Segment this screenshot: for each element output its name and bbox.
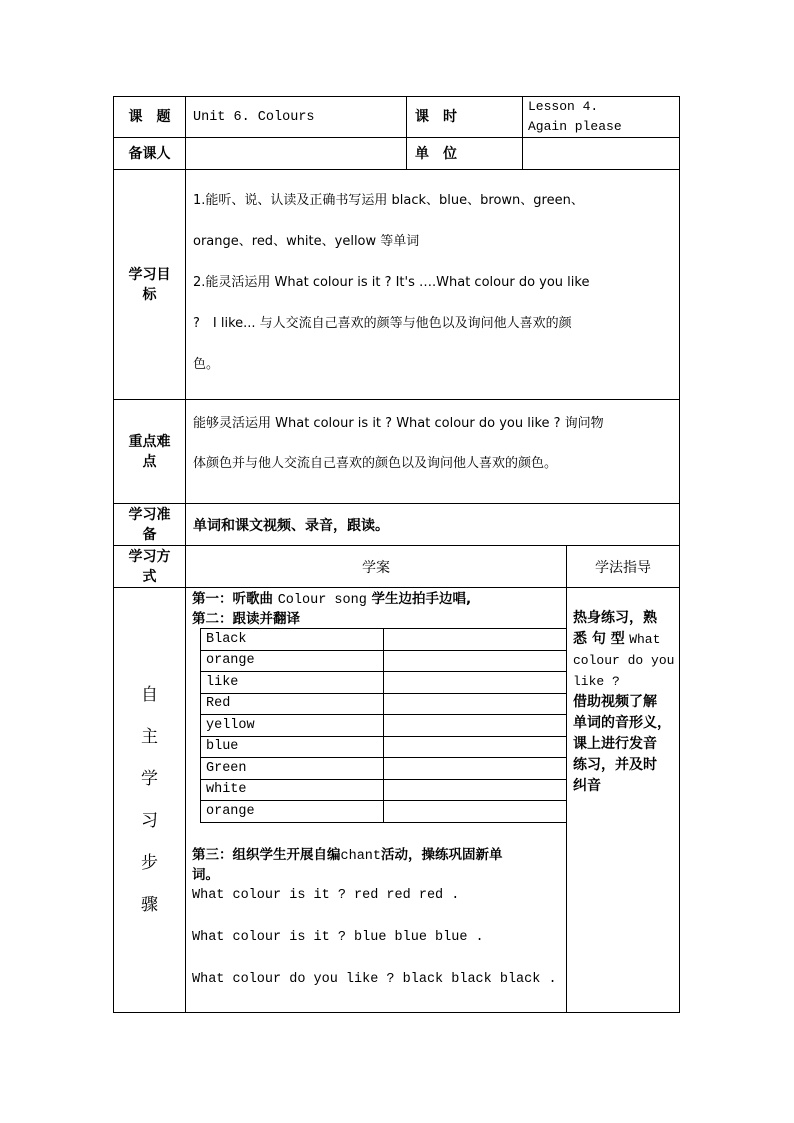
guide-line-7: 课上进行发音 [573,736,657,752]
key-points-text [186,400,680,504]
period-line-2: Again please [528,119,622,134]
study-guide [567,588,680,1013]
vocab-word: white [201,779,384,801]
chant-line-1: What colour is it ? red red red . [192,887,460,903]
vocab-translation [383,801,566,823]
vocab-row [201,758,567,780]
guide-line-1: 热身练习，熟 [573,610,657,626]
vocab-translation [383,779,566,801]
row-method [114,546,680,588]
step-1-prefix: 第一：听歌曲 [192,591,273,607]
vocab-row [201,650,567,672]
guide-line-6: 单词的音形义， [573,715,671,731]
vocab-translation [383,629,566,651]
step-3-chant: chant [340,848,382,864]
vocab-translation [383,715,566,737]
method-label-line1: 学习方 [128,548,171,565]
preparation-label [114,504,186,546]
steps-label-char: 主 [141,727,158,747]
guide-line-8: 练习，并及时 [573,757,657,773]
vocab-word: orange [201,650,384,672]
key-points-line-1: 能够灵活运用 What colour is it ? What colour do you like ? 询问物 [193,416,604,431]
key-points-label-line2: 点 [142,453,157,470]
step-1-song: Colour song [277,593,367,608]
vocab-word: yellow [201,715,384,737]
lesson-plan-table [113,96,680,1013]
topic-label: 课 题 [114,97,186,138]
row-topic [114,97,680,138]
objectives-line-2: orange、red、white、yellow 等单词 [193,234,420,249]
chant-line-3: What colour do you like ? black black black . [192,971,557,987]
vocab-word: like [201,672,384,694]
guide-line-4: like ? [573,674,620,689]
vocab-word: blue [201,736,384,758]
vocab-translation [383,650,566,672]
step-1 [192,590,566,610]
objectives-line-5: 色。 [193,357,220,372]
preparer-value [186,138,407,170]
key-points-line-2: 体颜色并与他人交流自己喜欢的颜色以及询问他人喜欢的颜色。 [193,456,558,471]
row-key-points [114,400,680,504]
objectives-label-line1: 学习目 [128,266,171,283]
objectives-line-1: 1.能听、说、认读及正确书写运用 black、blue、brown、green、 [193,193,584,208]
guide-line-2-en: What [629,632,661,647]
vocab-row [201,629,567,651]
steps-label-char: 学 [141,769,158,789]
guide-line-5: 借助视频了解 [573,694,657,710]
row-preparer [114,138,680,170]
vocab-translation [383,672,566,694]
step-3-suffix: 活动，操练巩固新单 [381,846,503,863]
step-3-prefix: 第三：组织学生开展自编 [192,846,341,863]
key-points-label-line1: 重点难 [128,433,171,450]
vocab-translation [383,693,566,715]
step-3 [192,846,566,866]
step-1-suffix: 学生边拍手边唱, [371,591,472,607]
plan-header: 学案 [186,546,567,588]
step-2: 第二：跟读并翻译 [192,611,300,627]
objectives-line-3: 2.能灵活运用 What colour is it ? It's ….What colour do you like [193,275,590,290]
vocab-word: Red [201,693,384,715]
row-preparation [114,504,680,546]
unit-label: 单 位 [407,138,523,170]
vocab-word: Black [201,629,384,651]
study-plan [186,588,567,1013]
steps-label-char: 步 [141,853,158,873]
objectives-text [186,170,680,400]
vocab-row [201,779,567,801]
vocab-word: Green [201,758,384,780]
method-label-line2: 式 [142,568,157,585]
steps-label-char: 习 [141,811,158,831]
vocab-row [201,672,567,694]
method-label [114,546,186,588]
row-steps [114,588,680,1013]
unit-value [523,138,680,170]
preparation-label-line2: 备 [142,526,157,543]
objectives-label-line2: 标 [142,286,157,303]
steps-label [114,588,186,1013]
steps-label-char: 自 [141,685,158,705]
objectives-line-4: ? I like... 与人交流自己喜欢的颜等与他色以及询问他人喜欢的颜 [193,316,572,331]
guide-line-2-cn: 悉 句 型 [573,631,625,647]
guide-line-3: colour do you [573,653,675,668]
period-label: 课 时 [407,97,523,138]
period-value [523,97,680,138]
step-3-continued: 词。 [192,866,219,883]
preparation-label-line1: 学习准 [128,506,171,523]
vocab-translation [383,736,566,758]
objectives-label [114,170,186,400]
chant-line-2: What colour is it ? blue blue blue . [192,929,484,945]
topic-value: Unit 6. Colours [186,97,407,138]
preparation-value: 单词和课文视频、录音，跟读。 [186,504,680,546]
vocab-table [200,628,567,823]
guide-line-9: 纠音 [573,778,601,794]
guide-header: 学法指导 [567,546,680,588]
guide-line-2 [573,629,675,650]
preparer-label: 备课人 [114,138,186,170]
vocab-row [201,736,567,758]
steps-label-char: 骤 [141,895,158,915]
key-points-label [114,400,186,504]
period-line-1: Lesson 4. [528,99,599,114]
vocab-translation [383,758,566,780]
vocab-word: orange [201,801,384,823]
vocab-row [201,801,567,823]
vocab-row [201,715,567,737]
vocab-row [201,693,567,715]
row-objectives [114,170,680,400]
